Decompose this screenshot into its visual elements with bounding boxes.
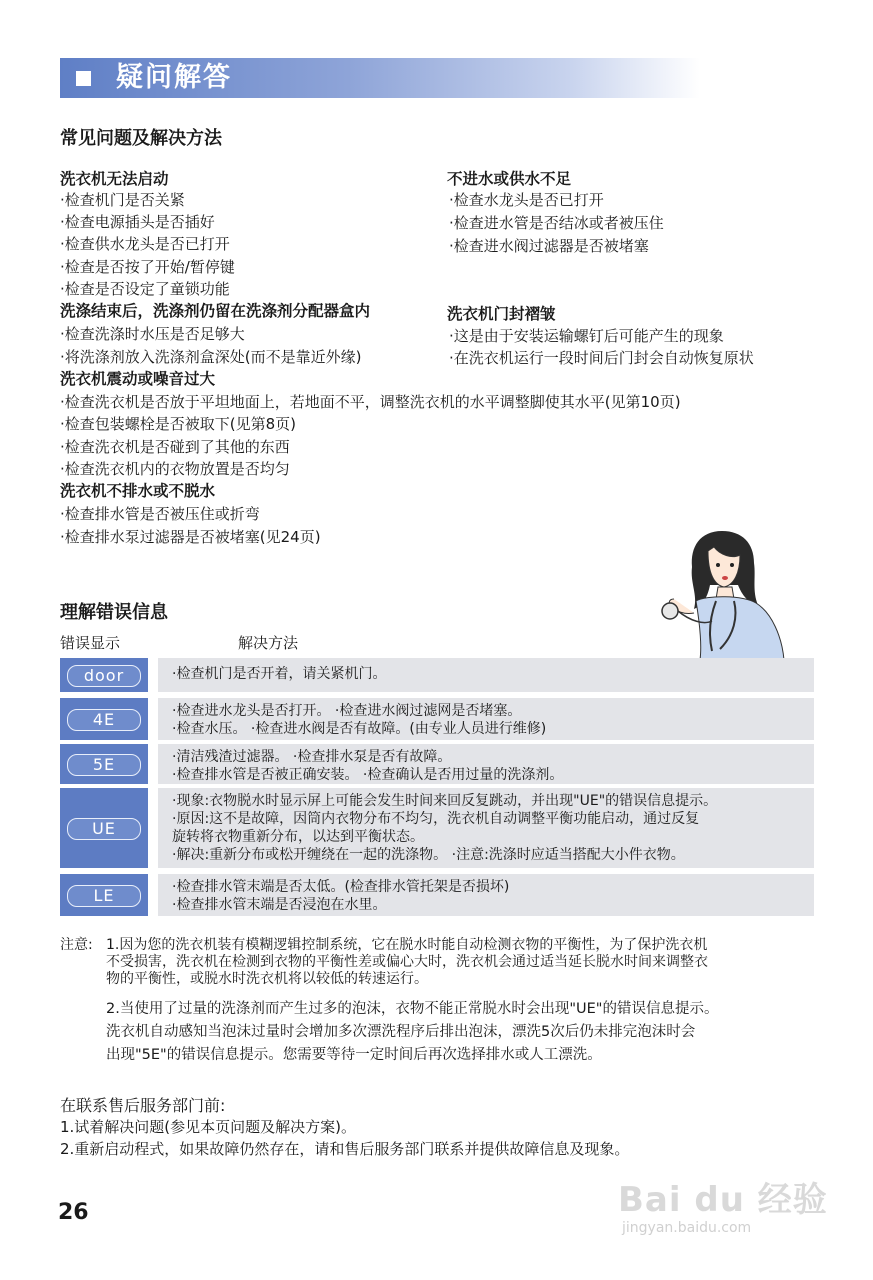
error-desc-line: 旋转将衣物重新分布，以达到平衡状态。 [172,829,424,845]
note-line: 洗衣机自动感知当泡沫过量时会增加多次漂洗程序后排出泡沫，漂洗5次后仍未排完泡沫时会 [106,1024,696,1040]
faq-title: 常见问题及解决方法 [60,128,222,149]
faq-item: ·在洗衣机运行一段时间后门封会自动恢复原状 [449,349,754,367]
error-code-label: 4E [67,709,141,731]
faq-item: ·检查是否按了开始/暂停键 [60,258,235,276]
faq-heading-vibration: 洗衣机震动或噪音过大 [60,370,216,388]
error-code-5e [60,744,148,784]
error-code-ue [60,788,148,868]
error-code-label: door [67,665,141,687]
faq-item: ·检查洗衣机是否放于平坦地面上，若地面不平，调整洗衣机的水平调整脚使其水平(见第10页) [60,393,681,411]
faq-item: ·检查洗涤时水压是否足够大 [60,325,245,343]
section-banner [60,58,700,98]
faq-item: ·检查排水泵过滤器是否被堵塞(见24页) [60,528,321,546]
note-line: 物的平衡性，或脱水时洗衣机将以较低的转速运行。 [106,971,428,987]
faq-heading-door-seal: 洗衣机门封褶皱 [447,305,556,323]
faq-item: ·检查排水管是否被压住或折弯 [60,505,260,523]
banner-square-icon [76,71,91,86]
faq-item: ·将洗涤剂放入洗涤剂盒深处(而不是靠近外缘) [60,348,362,366]
faq-item: ·检查包装螺栓是否被取下(见第8页) [60,415,297,433]
error-desc-ue [158,788,814,868]
faq-heading-no-start: 洗衣机无法启动 [60,170,169,188]
page-number: 26 [58,1200,89,1225]
faq-item: ·检查水龙头是否已打开 [449,191,604,209]
faq-item: ·检查电源插头是否插好 [60,213,215,231]
error-desc-line: ·原因:这不是故障，因筒内衣物分布不均匀，洗衣机自动调整平衡功能启动，通过反复 [172,811,700,827]
service-item: 2.重新启动程式，如果故障仍然存在，请和售后服务部门联系并提供故障信息及现象。 [60,1140,630,1158]
faq-heading-drain: 洗衣机不排水或不脱水 [60,482,216,500]
error-code-door [60,658,148,692]
error-desc-5e [158,744,814,784]
faq-item: ·检查洗衣机是否碰到了其他的东西 [60,438,290,456]
faq-item: ·检查进水阀过滤器是否被堵塞 [449,237,649,255]
errors-col-solution: 解决方法 [238,634,299,652]
error-code-label: UE [67,818,141,840]
error-code-label: LE [67,885,141,907]
note-line: 出现"5E"的错误信息提示。您需要等待一定时间后再次选择排水或人工漂洗。 [106,1047,602,1063]
error-desc-line: ·检查水压。 ·检查进水阀是否有故障。(由专业人员进行维修) [172,721,547,737]
note-line: 1.因为您的洗衣机装有模糊逻辑控制系统，它在脱水时能自动检测衣物的平衡性，为了保护洗衣机 [106,937,708,953]
error-code-4e [60,698,148,740]
faq-item: ·检查供水龙头是否已打开 [60,235,230,253]
faq-item: ·检查机门是否关紧 [60,191,185,209]
faq-item: ·检查洗衣机内的衣物放置是否均匀 [60,460,290,478]
woman-stethoscope-illustration [660,525,790,660]
error-desc-line: ·清洁残渣过滤器。 ·检查排水泵是否有故障。 [172,749,452,765]
errors-col-code: 错误显示 [60,634,121,652]
service-title: 在联系售后服务部门前: [60,1096,226,1115]
errors-title: 理解错误信息 [60,602,168,623]
error-desc-line: ·检查排水管末端是否浸泡在水里。 [172,897,387,913]
error-code-le [60,874,148,916]
error-desc-le [158,874,814,916]
error-desc-line: ·检查进水龙头是否打开。 ·检查进水阀过滤网是否堵塞。 [172,703,522,719]
note-line: 2.当使用了过量的洗涤剂而产生过多的泡沫，衣物不能正常脱水时会出现"UE"的错误信息提示。 [106,1001,719,1017]
faq-item: ·这是由于安装运输螺钉后可能产生的现象 [449,327,724,345]
error-desc-line: ·检查排水管是否被正确安装。 ·检查确认是否用过量的洗涤剂。 [172,767,564,783]
watermark-logo: Bai du 经验 [618,1180,828,1220]
page-title: 疑问解答 [116,62,232,93]
error-desc-door [158,658,814,692]
faq-heading-detergent: 洗涤结束后，洗涤剂仍留在洗涤剂分配器盒内 [60,302,371,320]
note-line: 不受损害，洗衣机在检测到衣物的平衡性差或偏心大时，洗衣机会通过适当延长脱水时间来调整衣 [106,954,708,970]
error-desc-4e [158,698,814,740]
faq-heading-no-water: 不进水或供水不足 [447,170,572,188]
error-desc-line: ·检查排水管末端是否太低。(检查排水管托架是否损坏) [172,879,510,895]
error-desc-line: ·检查机门是否开着，请关紧机门。 [172,666,387,682]
note-label: 注意: [60,937,93,953]
error-desc-line: ·解决:重新分布或松开缠绕在一起的洗涤物。 ·注意:洗涤时应适当搭配大小件衣物。 [172,847,685,863]
error-desc-line: ·现象:衣物脱水时显示屏上可能会发生时间来回反复跳动，并出现"UE"的错误信息提示。 [172,793,718,809]
service-item: 1.试着解决问题(参见本页问题及解决方案)。 [60,1118,357,1136]
faq-item: ·检查进水管是否结冰或者被压住 [449,214,664,232]
faq-item: ·检查是否设定了童锁功能 [60,280,230,298]
baidu-watermark [618,1172,828,1236]
watermark-url: jingyan.baidu.com [622,1220,752,1236]
error-code-label: 5E [67,754,141,776]
